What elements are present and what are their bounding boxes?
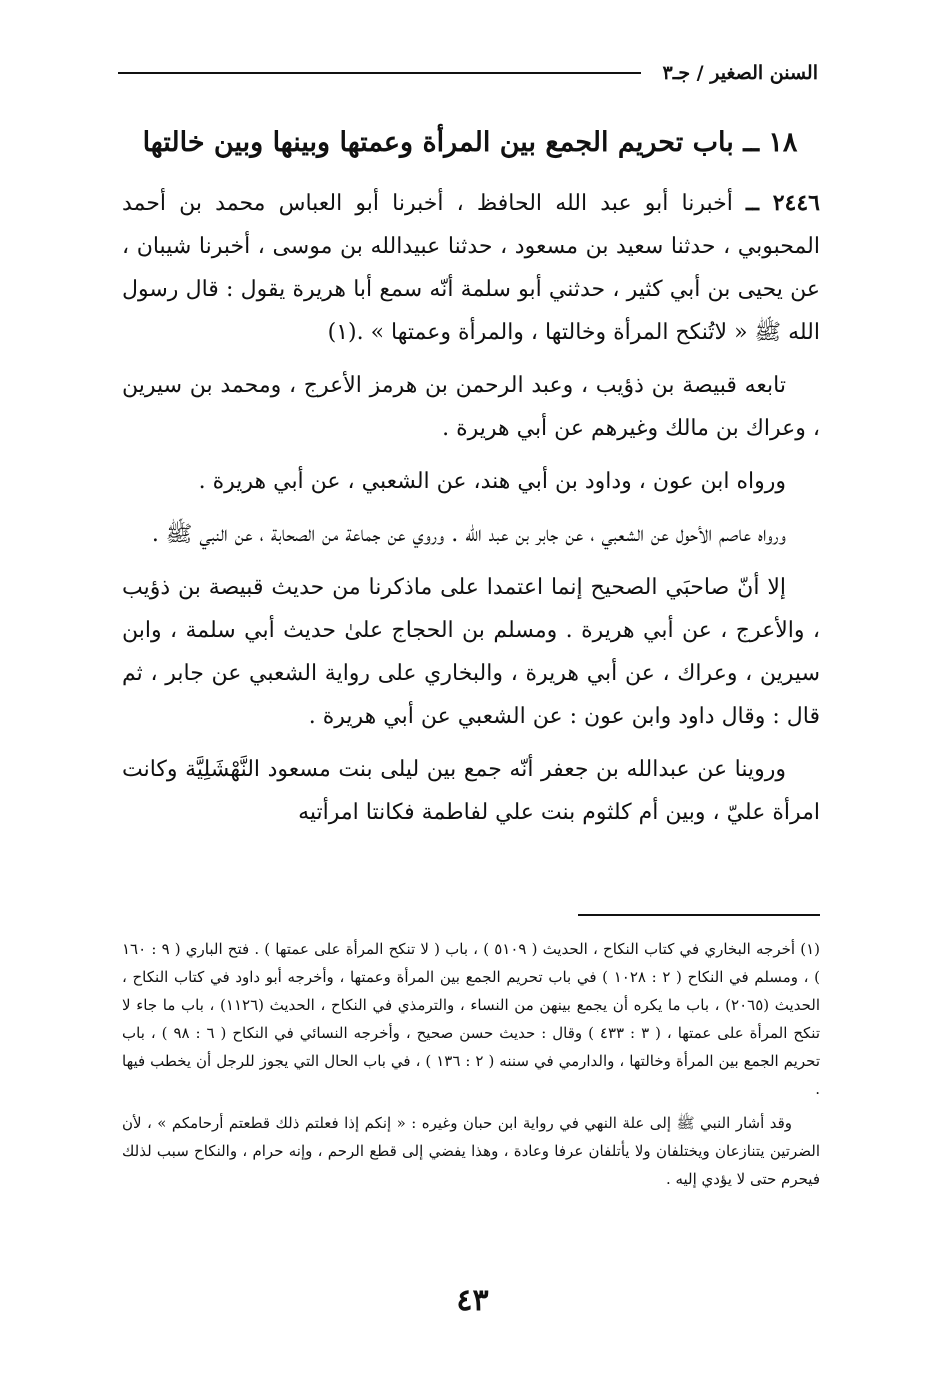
footnote: (١) أخرجه البخاري في كتاب النكاح ، الحديث ( ٥١٠٩ ) ، باب ( لا تنكح المرأة على عمتها ) . فتح الباري ( ٩ : ١٦٠ ) ، ومسلم في النكاح ( ٢ : ١٠٢٨ ) في باب تحريم الجمع بين المرأة وعمتها ، وأخرجه أبو داود في كتاب النكاح ، الحديث (٢٠٦٥) ، باب ما يكره أن يجمع بينهن من النساء ، والترمذي في النكاح ، الحديث (١١٢٦) ، باب ما جاء لا تنكح المرأة على عمتها ، ( ٣ : ٤٣٣ ) وقال : حديث حسن صحيح ، وأخرجه النسائي في النكاح ( ٦ : ٩٨ ) ، باب تحريم الجمع بين المرأة وخالتها ، والدارمي في سننه ( ٢ : ١٣٦ ) ، في باب الحال التي يجوز للرجل أن يخطب فيها . <box>122 940 820 1098</box>
hadith-number: ٢٤٤٦ ــ <box>746 190 820 216</box>
footnotes <box>122 935 820 1199</box>
footnote-separator <box>578 914 820 916</box>
running-title: السنن الصغير / جـ٣ <box>662 62 818 84</box>
hadith-paragraph <box>122 182 820 354</box>
header-rule <box>118 72 641 74</box>
paragraph: وروينا عن عبدالله بن جعفر أنّه جمع بين ليلى بنت مسعود النَّهْشَلِيَّة وكانت امرأة عليّ ، وبين أم كلثوم بنت علي لفاطمة فكانتا امرأتيه <box>122 757 820 825</box>
chapter-title: ١٨ ــ باب تحريم الجمع بين المرأة وعمتها وبينها وبين خالتها <box>142 127 798 158</box>
paragraph: ورواه ابن عون ، وداود بن أبي هند، عن الشعبي ، عن أبي هريرة . <box>198 469 786 494</box>
paragraph: ورواه عاصم الأحول عن الشعبي ، عن جابر بن عبد الله . وروي عن جماعة من الصحابة ، عن النبي ﷺ . <box>151 522 786 547</box>
footnote-note: وقد أشار النبي ﷺ إلى علة النهي في رواية ابن حبان وغيره : « إنكم إذا فعلتم ذلك قطعتم أرحامكم » ، لأن الضرتين يتنازعان ويختلفان ولا يأتلفان عرفا وعادة ، وهذا يفضي إلى قطع الرحم ، وإنه حرام ، والنكاح سبب لذلك فيحرم حتى لا يؤدي إليه . <box>122 1114 820 1188</box>
paragraph: إلا أنّ صاحبَي الصحيح إنما اعتمدا على ماذكرنا من حديث قبيصة بن ذؤيب ، والأعرج ، عن أبي هريرة . ومسلم بن الحجاج علىٰ حديث أبي سلمة ، وابن سيرين ، وعراك ، عن أبي هريرة ، والبخاري على رواية الشعبي عن جابر ، ثم قال : وقال داود وابن عون : عن الشعبي عن أبي هريرة . <box>122 575 820 729</box>
paragraph: تابعه قبيصة بن ذؤيب ، وعبد الرحمن بن هرمز الأعرج ، ومحمد بن سيرين ، وعراك بن مالك وغيرهم عن أبي هريرة . <box>122 373 820 441</box>
hadith-text: أخبرنا أبو عبد الله الحافظ ، أخبرنا أبو العباس محمد بن أحمد المحبوبي ، حدثنا سعيد بن مسعود ، حدثنا عبيدالله بن موسى ، أخبرنا شيبان ، عن يحيى بن أبي كثير ، حدثني أبو سلمة أنّه سمع أبا هريرة يقول : قال رسول الله ﷺ « لاتُنكح المرأة وخالتها ، والمرأة وعمتها » .(١) <box>122 191 820 345</box>
page-number: ٤٣ <box>456 1283 489 1318</box>
main-text <box>122 182 820 844</box>
running-header <box>118 58 818 88</box>
